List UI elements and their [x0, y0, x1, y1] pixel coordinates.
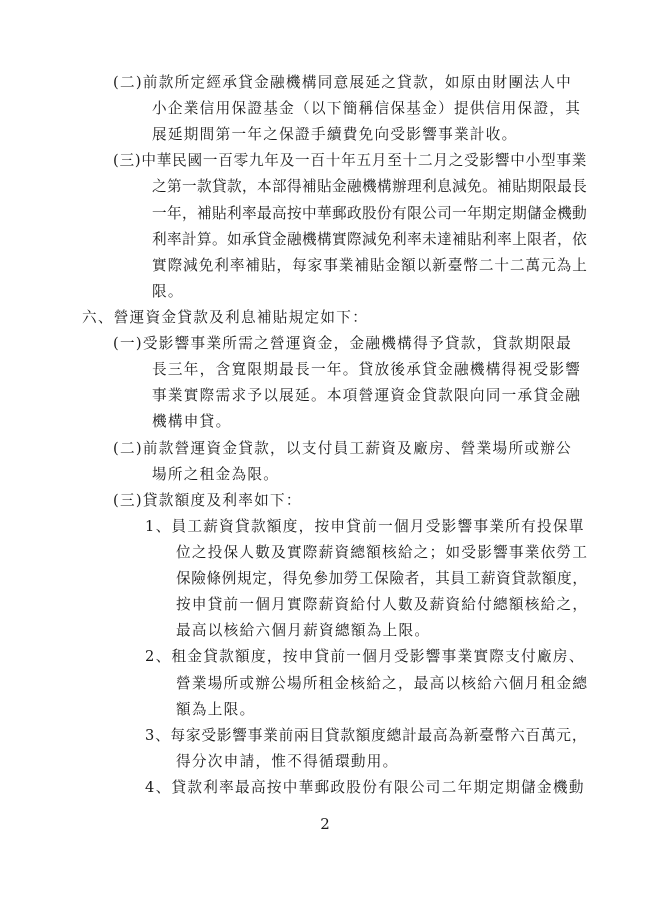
text-line: 額為上限。	[176, 700, 256, 718]
text-line: 小企業信用保證基金（以下簡稱信保基金）提供信用保證，其	[152, 100, 582, 118]
text-line: 長三年，含寬限期最長一年。貸放後承貸金融機構得視受影響	[152, 361, 582, 379]
text-line: 3、每家受影響事業前兩目貸款額度總計最高為新臺幣六百萬元，	[145, 726, 588, 744]
text-line: 實際減免利率補貼，每家事業補貼金額以新臺幣二十二萬元為上	[152, 256, 588, 274]
text-line: (二)前款營運資金貸款，以支付員工薪資及廠房、營業場所或辦公	[113, 439, 573, 457]
text-line: 位之投保人數及實際薪資總額核給之；如受影響事業依勞工	[176, 544, 589, 561]
text-line: (二)前款所定經承貸金融機構同意展延之貸款，如原由財團法人中	[113, 74, 573, 91]
text-line: 機構申貸。	[152, 413, 232, 431]
text-line: 利率計算。如承貸金融機構實際減免利率未達補貼利率上限者，依	[152, 230, 588, 248]
text-line: 之第一款貸款，本部得補貼金融機構辦理利息減免。補貼期限最長	[152, 178, 588, 196]
text-line: 2、租金貸款額度，按申貸前一個月受影響事業實際支付廠房、	[145, 648, 585, 666]
text-line: 4、貸款利率最高按中華郵政股份有限公司二年期定期儲金機動	[145, 779, 585, 796]
text-line: 營業場所或辦公場所租金核給之，最高以核給六個月租金總	[176, 674, 589, 692]
text-line: 展延期間第一年之保證手續費免向受影響事業計收。	[152, 126, 518, 144]
text-line: 一年，補貼利率最高按中華郵政股份有限公司一年期定期儲金機動	[152, 204, 588, 222]
text-line: 按申貸前一個月實際薪資給付人數及薪資給付總額核給之，	[176, 596, 589, 614]
text-line: (一)受影響事業所需之營運資金，金融機構得予貸款，貸款期限最	[113, 335, 573, 353]
text-line: (三)中華民國一百零九年及一百十年五月至十二月之受影響中小型事業	[113, 152, 588, 170]
text-line: (三)貸款額度及利率如下：	[113, 491, 302, 509]
text-line: 限。	[152, 282, 184, 300]
text-line: 1、員工薪資貸款額度，按申貸前一個月受影響事業所有投保單	[145, 517, 585, 535]
text-line: 得分次申請，惟不得循環動用。	[176, 752, 399, 770]
text-line: 保險條例規定，得免參加勞工保險者，其員工薪資貸款額度，	[176, 570, 588, 588]
page-number: 2	[320, 815, 330, 833]
text-line: 最高以核給六個月薪資總額為上限。	[176, 622, 431, 640]
text-line: 場所之租金為限。	[152, 465, 280, 483]
text-line: 事業實際需求予以展延。本項營運資金貸款限向同一承貸金融	[152, 387, 582, 405]
section-heading: 六、營運資金貸款及利息補貼規定如下：	[82, 309, 369, 326]
